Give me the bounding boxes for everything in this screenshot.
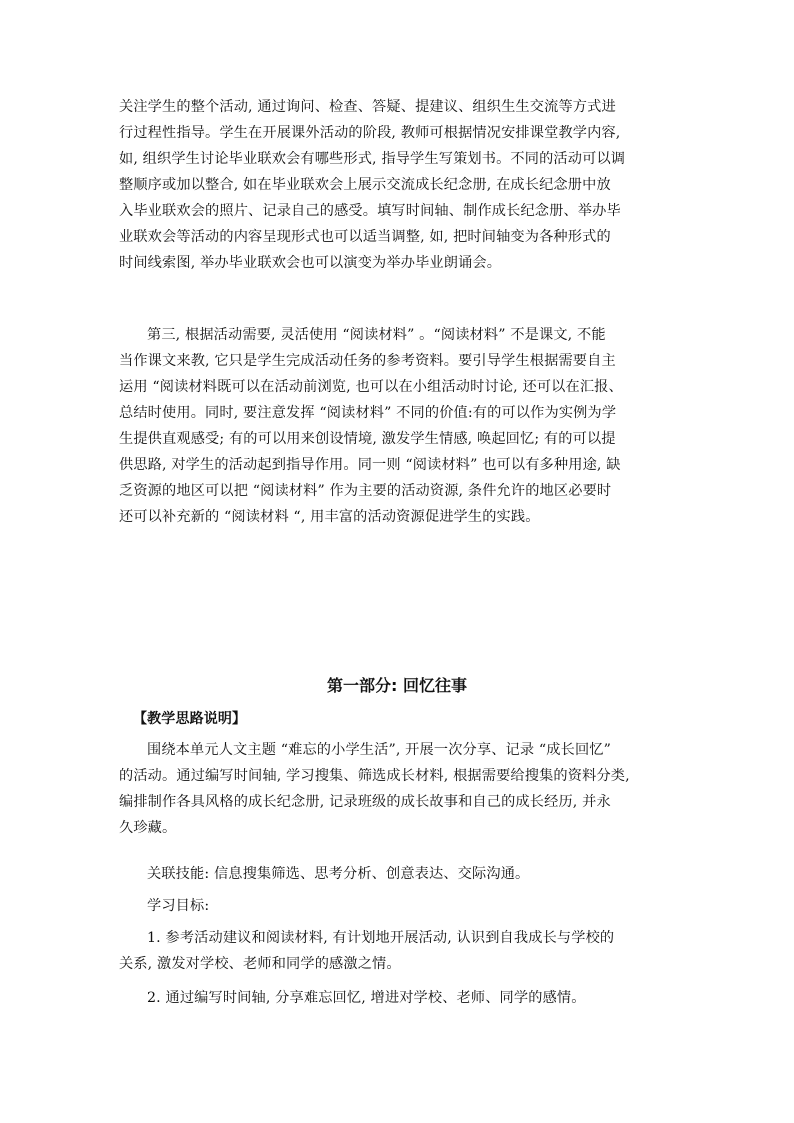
text-line: 运用 “阅读材料既可以在活动前浏览, 也可以在小组活动时讨论, 还可以在汇报、 xyxy=(119,379,623,395)
text-line: 业联欢会等活动的内容呈现形式也可以适当调整, 如, 把时间轴变为各种形式的 xyxy=(119,229,611,245)
text-line: 第三, 根据活动需要, 灵活使用 “阅读材料” 。“阅读材料” 不是课文, 不能 xyxy=(147,327,606,343)
text-line: 总结时使用。同时, 要注意发挥 “阅读材料” 不同的价值:有的可以作为实例为学 xyxy=(119,405,617,421)
text-line: 行过程性指导。学生在开展课外活动的阶段, 教师可根据情况安排课堂教学内容, xyxy=(119,125,621,141)
text-line: 围绕本单元人文主题 “难忘的小学生活”, 开展一次分享、记录 “成长回忆” xyxy=(147,742,612,758)
skills-line xyxy=(119,861,675,887)
text-line: 关联技能: 信息搜集筛选、思考分析、创意表达、交际沟通。 xyxy=(147,866,530,882)
subheading: 【教学思路说明】 xyxy=(133,711,247,727)
text-line: 整顺序或加以整合, 如在毕业联欢会上展示交流成长纪念册, 在成长纪念册中放 xyxy=(119,177,611,193)
text-line: 学习目标: xyxy=(147,898,210,914)
text-line: 供思路, 对学生的活动起到指导作用。同一则 “阅读材料” 也可以有多种用途, 缺 xyxy=(119,457,621,473)
text-line: 生提供直观感受; 有的可以用来创设情境, 激发学生情感, 唤起回忆; 有的可以提 xyxy=(119,431,616,447)
teaching-notes-block xyxy=(119,706,675,732)
paragraph-reading-materials xyxy=(119,322,675,530)
text-line: 的活动。通过编写时间轴, 学习搜集、筛选成长材料, 根据需要给搜集的资料分类, xyxy=(119,768,630,784)
text-line: 编排制作各具风格的成长纪念册, 记录班级的成长故事和自己的成长经历, 并永 xyxy=(119,794,611,810)
text-line: 如, 组织学生讨论毕业联欢会有哪些形式, 指导学生写策划书。不同的活动可以调 xyxy=(119,151,626,167)
text-line: 关系, 激发对学校、老师和同学的感激之情。 xyxy=(119,956,401,972)
text-line: 久珍藏。 xyxy=(119,820,177,836)
goal-1 xyxy=(119,925,675,977)
text-line: 时间线索图, 举办毕业联欢会也可以演变为举办毕业朗诵会。 xyxy=(119,255,502,271)
paragraph-intro xyxy=(119,737,675,841)
goal-2 xyxy=(119,985,675,1011)
text-line: 关注学生的整个活动, 通过询问、检查、答疑、提建议、组织生生交流等方式进 xyxy=(119,99,616,115)
text-line: 还可以补充新的 “阅读材料 “, 用丰富的活动资源促进学生的实践。 xyxy=(119,509,540,525)
goals-label xyxy=(119,893,675,919)
section-heading: 第一部分: 回忆往事 xyxy=(327,676,467,695)
text-line: 入毕业联欢会的照片、记录自己的感受。填写时间轴、制作成长纪念册、举办毕 xyxy=(119,203,621,219)
text-line: 2. 通过编写时间轴, 分享难忘回忆, 增进对学校、老师、同学的感情。 xyxy=(147,990,586,1006)
paragraph-guidance xyxy=(119,94,675,276)
text-line: 乏资源的地区可以把 “阅读材料” 作为主要的活动资源, 条件允许的地区必要时 xyxy=(119,483,612,499)
text-line: 当作课文来教, 它只是学生完成活动任务的参考资料。要引导学生根据需要自主 xyxy=(119,353,616,369)
text-line: 1. 参考活动建议和阅读材料, 有计划地开展活动, 认识到自我成长与学校的 xyxy=(147,930,615,946)
